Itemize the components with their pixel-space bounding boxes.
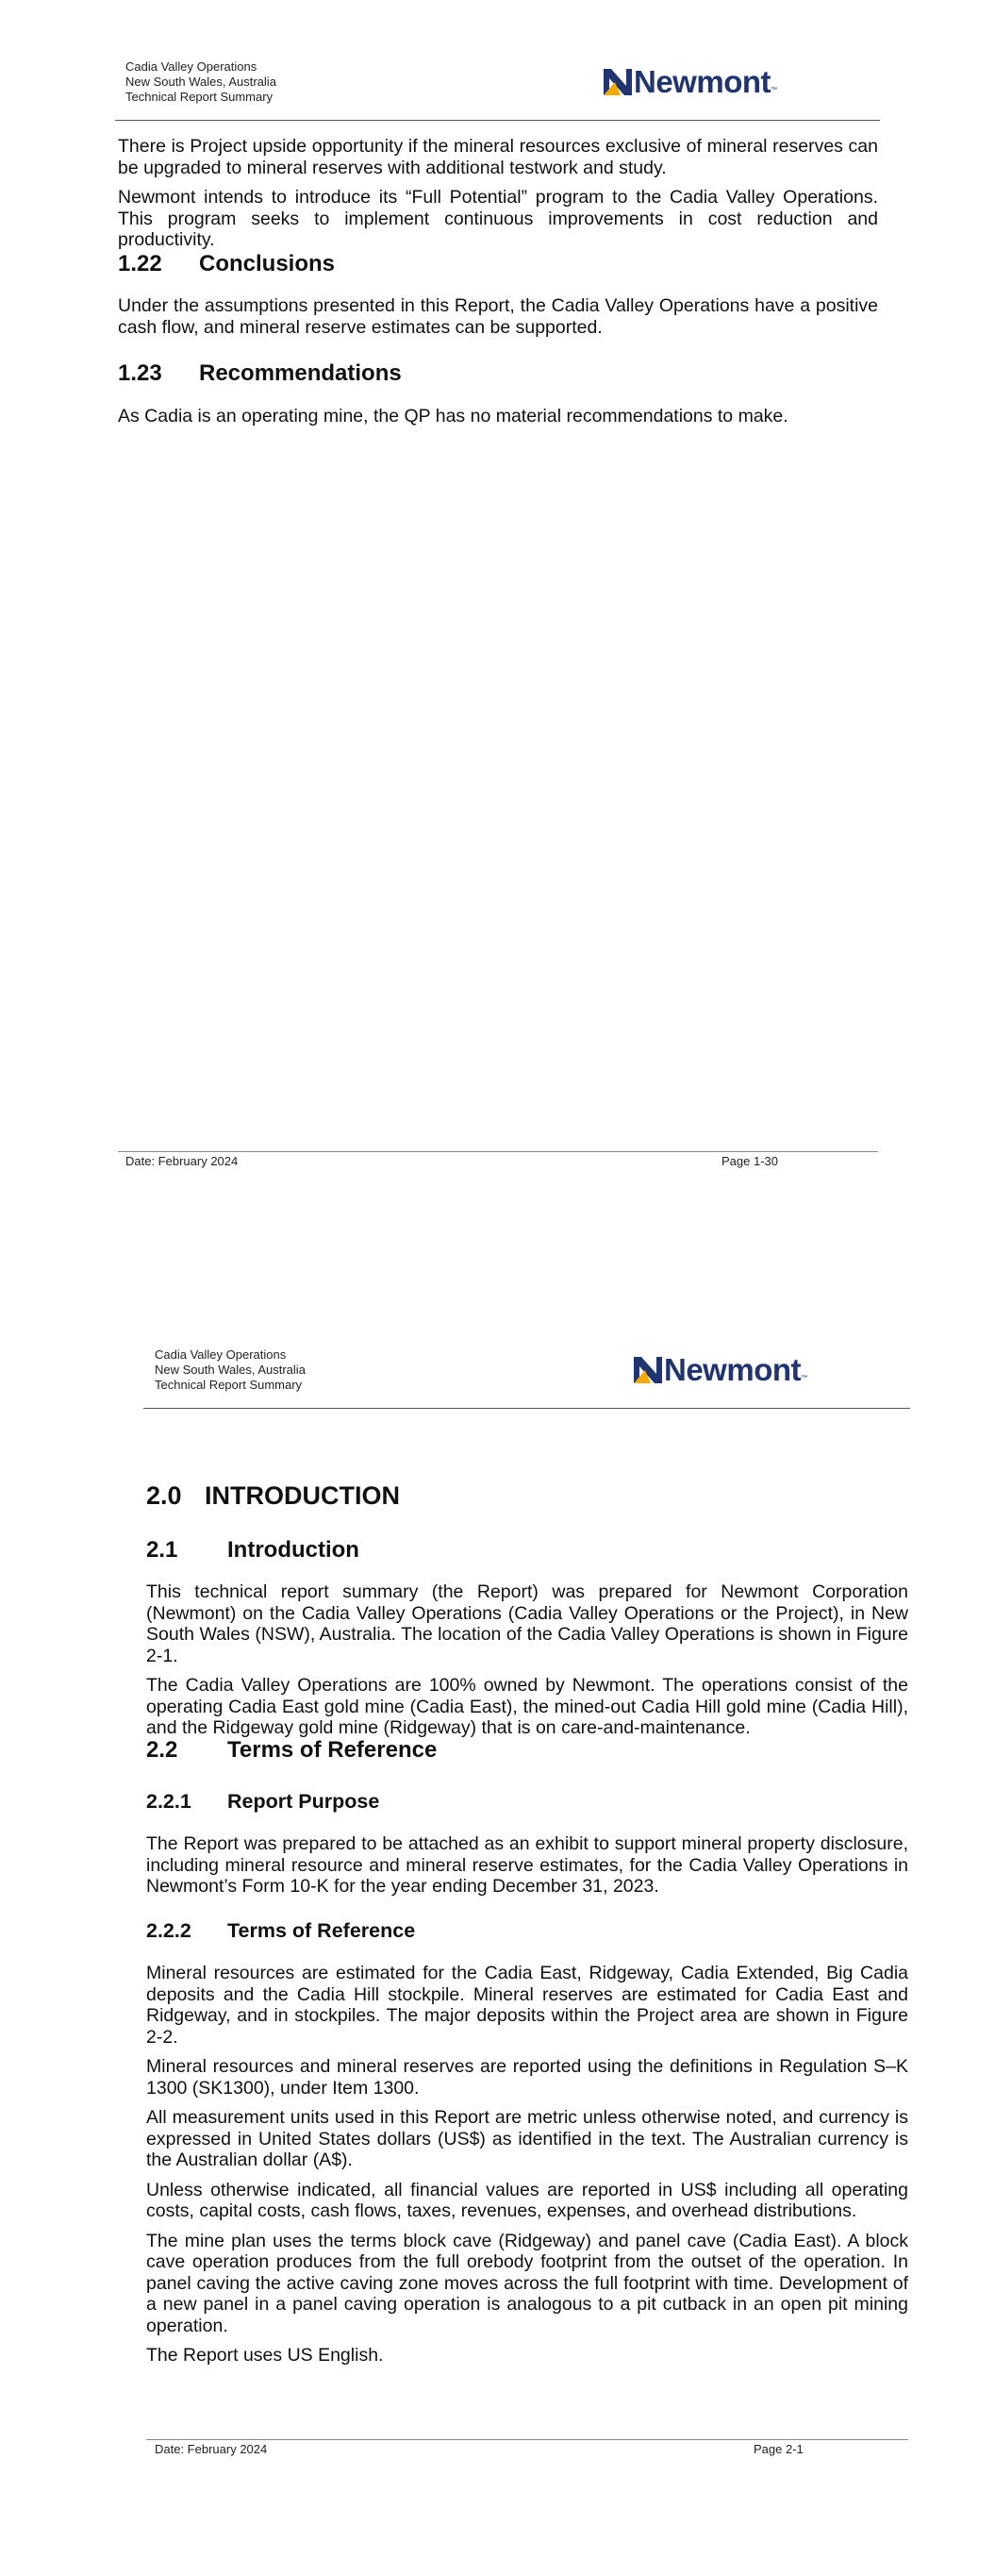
header-line-2: New South Wales, Australia — [125, 75, 276, 89]
section-title: Introduction — [227, 1537, 359, 1563]
section-title: Report Purpose — [227, 1790, 380, 1813]
section-heading-2-2-1 — [146, 1790, 379, 1814]
section-number: 2.2 — [146, 1737, 178, 1763]
chapter-heading-2-0 — [146, 1481, 400, 1511]
paragraph: As Cadia is an operating mine, the QP has no material recommendations to make. — [118, 406, 788, 427]
introduction-text-block — [146, 1581, 908, 1748]
paragraph: The Report uses US English. — [146, 2345, 384, 2366]
section-number: 2.0 — [146, 1481, 182, 1510]
newmont-logo — [634, 1354, 807, 1385]
logo-trademark: ™ — [771, 87, 777, 93]
paragraph: Newmont intends to introduce its “Full Potential” program to the Cadia Valley Operations. This program seeks to implement continuous improvements in cost reduction and productivity. — [118, 187, 878, 250]
paragraph: Under the assumptions presented in this Report, the Cadia Valley Operations have a positive cash flow, and mineral reserve estimates can be supported. — [118, 295, 878, 338]
header-line-3: Technical Report Summary — [125, 90, 274, 104]
header-line-1: Cadia Valley Operations — [155, 1347, 287, 1362]
footer-rule — [146, 2439, 908, 2440]
conclusions-text — [118, 295, 878, 346]
paragraph: This technical report summary (the Report) was prepared for Newmont Corporation (Newmont) on the Cadia Valley Operations (Cadia Valley Operations or the Project), in New South Wales (NSW), Australia. The location of the Cadia Valley Operations is shown in Figure 2-1. — [146, 1581, 908, 1666]
logo-trademark: ™ — [801, 1375, 807, 1381]
header-line-3: Technical Report Summary — [155, 1378, 303, 1392]
section-heading-2-1 — [146, 1537, 359, 1564]
section-number: 2.1 — [146, 1537, 178, 1563]
section-title: Conclusions — [199, 251, 336, 276]
header-line-1: Cadia Valley Operations — [125, 59, 257, 74]
page-header-text — [155, 1347, 306, 1393]
footer-page-number: Page 2-1 — [754, 2442, 804, 2456]
newmont-n-mark-icon — [634, 1357, 662, 1383]
section-heading-2-2 — [146, 1737, 437, 1764]
intro-text-block — [118, 136, 878, 259]
paragraph: Mineral resources and mineral reserves are reported using the definitions in Regulation S–K 1300 (SK1300), under Item 1300. — [146, 2056, 908, 2099]
section-title: Recommendations — [199, 360, 402, 386]
paragraph: All measurement units used in this Report are metric unless otherwise noted, and currency is expressed in United States dollars (US$) as identified in the text. The Australian currency is the Australian dollar (A$). — [146, 2107, 908, 2170]
section-heading-2-2-2 — [146, 1919, 415, 1943]
report-purpose-text — [146, 1833, 908, 1906]
footer-page-number: Page 1-30 — [721, 1154, 778, 1168]
page-header-text — [125, 59, 276, 105]
terms-of-reference-text-block — [146, 1963, 908, 2375]
paragraph: Mineral resources are estimated for the Cadia East, Ridgeway, Cadia Extended, Big Cadia deposits and the Cadia Hill stockpile. Mineral reserves are estimated for Cadia East and Ridgeway, and in stockpiles. The major deposits within the Project area are shown in Figure 2-2. — [146, 1963, 908, 2048]
section-heading-1-22 — [118, 251, 335, 277]
paragraph: The Cadia Valley Operations are 100% owned by Newmont. The operations consist of the operating Cadia East gold mine (Cadia East), the mined-out Cadia Hill gold mine (Cadia Hill), and the Ridgeway gold mine (Ridgeway) that is on care-and-maintenance. — [146, 1675, 908, 1738]
header-line-2: New South Wales, Australia — [155, 1363, 306, 1377]
recommendations-text — [118, 406, 878, 436]
section-number: 1.22 — [118, 251, 162, 276]
paragraph: The mine plan uses the terms block cave (Ridgeway) and panel cave (Cadia East). A block cave operation produces from the full orebody footprint from the outset of the operation. In panel caving the active caving zone moves across the full footprint with time. Development of a new panel in a panel caving operation is analogous to a pit cutback in an open pit mining operation. — [146, 2230, 908, 2336]
footer-date: Date: February 2024 — [155, 2442, 268, 2456]
paragraph: Unless otherwise indicated, all financial values are reported in US$ including all operating costs, capital costs, cash flows, taxes, revenues, expenses, and overhead distributions. — [146, 2179, 908, 2221]
section-title: INTRODUCTION — [205, 1481, 400, 1510]
logo-wordmark: Newmont — [664, 1352, 801, 1387]
document-page-1 — [0, 0, 995, 1255]
paragraph: There is Project upside opportunity if the mineral resources exclusive of mineral reserves can be upgraded to mineral reserves with additional testwork and study. — [118, 136, 878, 178]
section-heading-1-23 — [118, 360, 402, 387]
section-number: 1.23 — [118, 360, 162, 386]
header-rule — [115, 120, 880, 121]
section-title: Terms of Reference — [227, 1737, 438, 1763]
paragraph: The Report was prepared to be attached as an exhibit to support mineral property disclosure, including mineral resource and mineral reserve estimates, for the Cadia Valley Operations in Newmont’s Form 10-K for the year ending December 31, 2023. — [146, 1833, 908, 1897]
section-number: 2.2.1 — [146, 1790, 191, 1813]
newmont-n-mark-icon — [604, 69, 632, 95]
newmont-logo — [604, 66, 777, 97]
section-title: Terms of Reference — [227, 1919, 416, 1942]
document-page-2 — [0, 1288, 995, 2576]
logo-wordmark: Newmont — [634, 64, 771, 99]
header-rule — [143, 1408, 910, 1409]
footer-rule — [118, 1151, 878, 1152]
section-number: 2.2.2 — [146, 1919, 191, 1942]
footer-date: Date: February 2024 — [125, 1154, 239, 1168]
